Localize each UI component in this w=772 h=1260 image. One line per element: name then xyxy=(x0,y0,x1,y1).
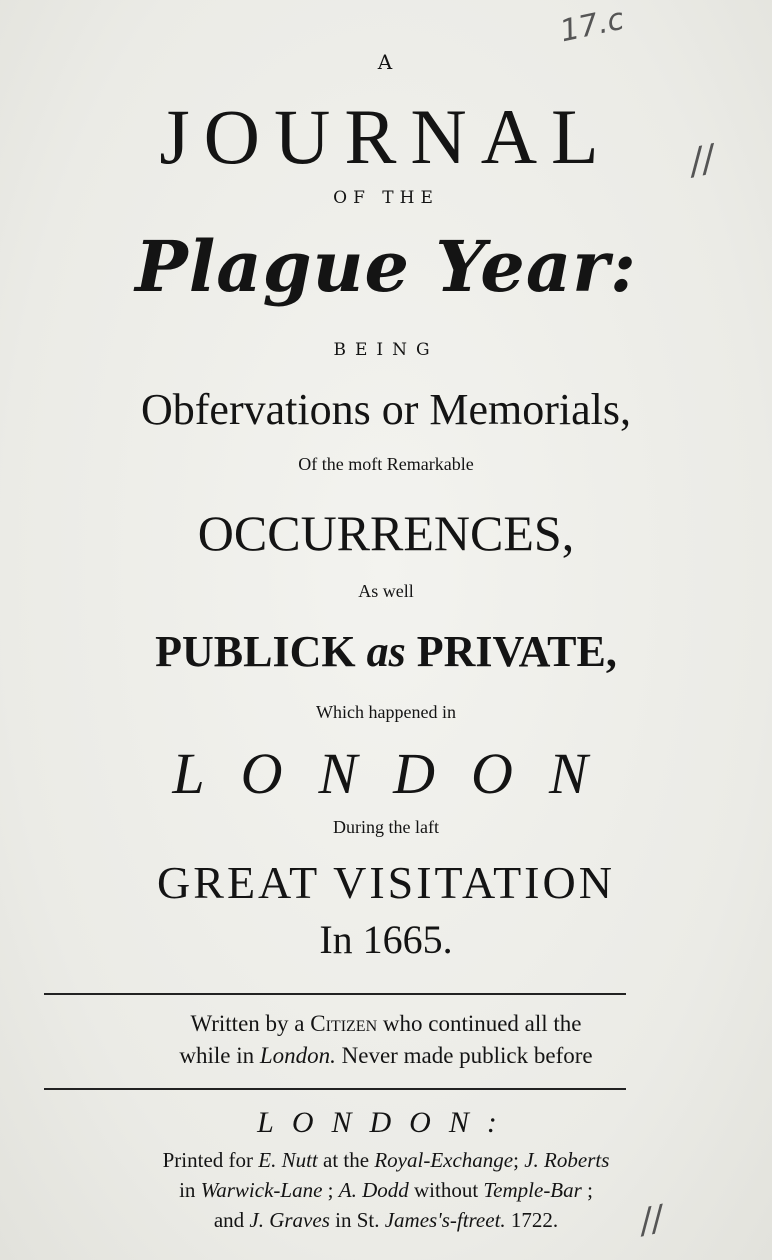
handwritten-note-top: 17.c xyxy=(557,1,628,50)
imprint-printed-for: Printed for xyxy=(162,1148,259,1172)
imprint-line-2 xyxy=(0,1180,772,1201)
imprint-roberts: J. Roberts xyxy=(524,1148,610,1172)
imprint-line-1 xyxy=(0,1150,772,1171)
imprint-city: LONDON: xyxy=(257,1106,515,1139)
private-word: PRIVATE, xyxy=(405,627,617,676)
title-year: In 1665. xyxy=(319,917,453,962)
author-line-2 xyxy=(0,1044,772,1067)
imprint-year: 1722. xyxy=(505,1208,559,1232)
imprint-nutt: E. Nutt xyxy=(258,1148,318,1172)
handwritten-margin-mark: // xyxy=(686,137,719,184)
imprint-temple-bar: Temple-Bar xyxy=(483,1178,582,1202)
handwritten-bottom-mark: // xyxy=(636,1198,667,1242)
title-observations: Obfervations or Memorials, xyxy=(141,385,631,434)
author-never: Never made publick before xyxy=(335,1043,593,1068)
title-during: During the laft xyxy=(333,817,439,837)
imprint-line-3 xyxy=(0,1210,772,1231)
author-while: while in xyxy=(179,1043,260,1068)
divider-rule-bottom xyxy=(44,1088,626,1090)
title-of-most: Of the moft Remarkable xyxy=(298,454,474,474)
author-written: Written by a xyxy=(190,1011,311,1036)
imprint-sep-2: ; xyxy=(322,1178,339,1202)
title-of-the: OF THE xyxy=(333,188,439,208)
author-citizen: Citizen xyxy=(310,1011,378,1036)
imprint-james-street: James's-ftreet. xyxy=(384,1208,506,1232)
title-being: BEING xyxy=(333,340,439,360)
title-occurrences: OCCURRENCES, xyxy=(197,505,575,561)
author-london: London. xyxy=(259,1043,336,1068)
title-article: A xyxy=(377,50,395,74)
author-line-1 xyxy=(0,1012,772,1035)
imprint-in: in xyxy=(179,1178,201,1202)
imprint-royal-exchange: Royal-Exchange xyxy=(374,1148,514,1172)
author-continued: who continued all the xyxy=(377,1011,582,1036)
title-london: LONDON xyxy=(172,741,624,806)
imprint-in-st: in St. xyxy=(329,1208,385,1232)
imprint-without: without xyxy=(408,1178,484,1202)
title-which-happened: Which happened in xyxy=(316,702,456,722)
title-as-well: As well xyxy=(358,581,414,601)
imprint-dodd: A. Dodd xyxy=(338,1178,409,1202)
publick-word: PUBLICK xyxy=(155,627,367,676)
title-publick-private xyxy=(0,627,772,676)
as-word: as xyxy=(366,627,406,676)
imprint-sep-3: ; xyxy=(581,1178,593,1202)
imprint-and: and xyxy=(213,1208,250,1232)
divider-rule-top xyxy=(44,993,626,995)
title-plague-year: Plague Year: xyxy=(135,225,637,308)
title-journal: JOURNAL xyxy=(159,93,613,180)
imprint-at-the: at the xyxy=(317,1148,375,1172)
title-great-visitation: GREAT VISITATION xyxy=(157,857,615,908)
imprint-graves: J. Graves xyxy=(249,1208,330,1232)
imprint-sep-1: ; xyxy=(513,1148,525,1172)
imprint-warwick-lane: Warwick-Lane xyxy=(200,1178,323,1202)
